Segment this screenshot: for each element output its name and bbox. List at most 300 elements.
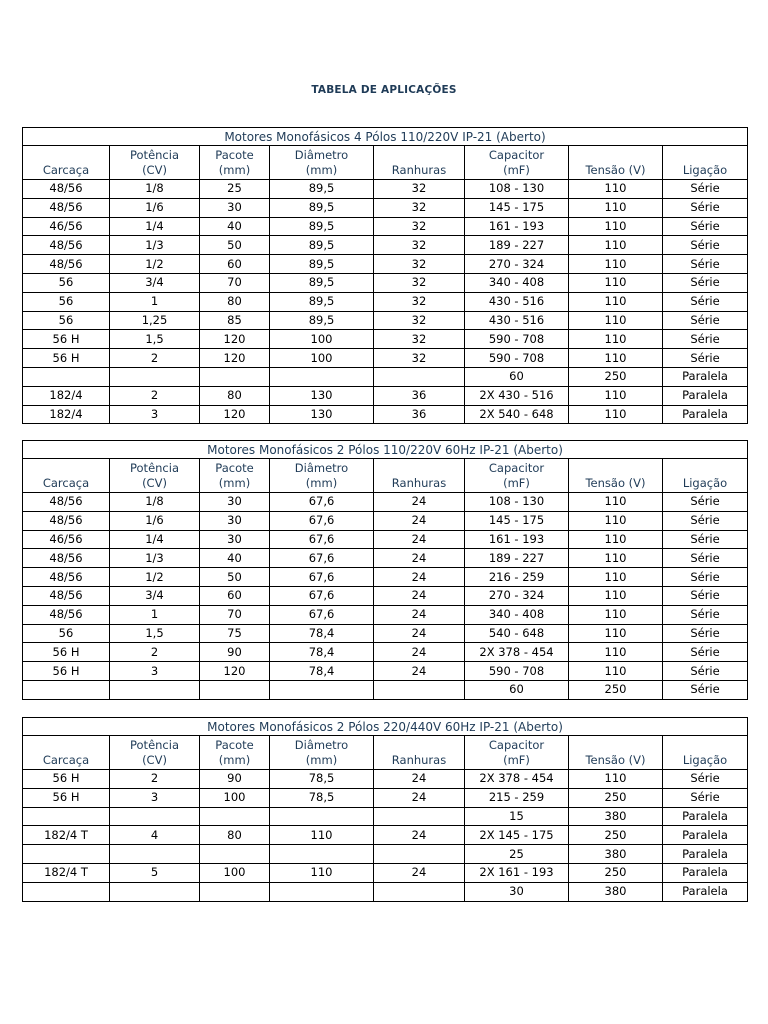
cell-potencia: 1 <box>110 292 200 311</box>
table-row <box>23 807 748 826</box>
cell-capacitor: 2X 145 - 175 <box>465 826 569 845</box>
table-caption: Motores Monofásicos 2 Pólos 110/220V 60Hz IP-21 (Aberto) <box>23 441 748 459</box>
cell-diametro: 67,6 <box>270 511 374 530</box>
cell-pacote: 40 <box>200 217 270 236</box>
cell-potencia <box>110 367 200 386</box>
column-header-potencia: Potência (CV) <box>110 736 200 770</box>
cell-capacitor: 60 <box>465 680 569 699</box>
cell-capacitor: 590 - 708 <box>465 662 569 681</box>
cell-ligacao: Paralela <box>663 826 748 845</box>
cell-tensao: 250 <box>569 680 663 699</box>
cell-diametro: 100 <box>270 330 374 349</box>
cell-diametro: 130 <box>270 386 374 405</box>
cell-capacitor: 590 - 708 <box>465 349 569 368</box>
cell-pacote <box>200 807 270 826</box>
cell-ranhuras: 32 <box>374 349 465 368</box>
cell-ligacao: Paralela <box>663 405 748 424</box>
cell-diametro: 89,5 <box>270 180 374 199</box>
cell-diametro: 89,5 <box>270 198 374 217</box>
column-header-ligacao: Ligação <box>663 736 748 770</box>
cell-tensao: 110 <box>569 255 663 274</box>
cell-capacitor: 270 - 324 <box>465 586 569 605</box>
cell-pacote: 75 <box>200 624 270 643</box>
cell-potencia <box>110 807 200 826</box>
cell-pacote: 120 <box>200 662 270 681</box>
cell-tensao: 250 <box>569 826 663 845</box>
table-row <box>23 493 748 512</box>
cell-carcaca: 48/56 <box>23 198 110 217</box>
cell-tensao: 110 <box>569 180 663 199</box>
page-title: TABELA DE APLICAÇÕES <box>311 84 457 96</box>
cell-ranhuras: 24 <box>374 586 465 605</box>
cell-pacote <box>200 367 270 386</box>
column-header-pacote: Pacote (mm) <box>200 736 270 770</box>
cell-capacitor: 2X 378 - 454 <box>465 643 569 662</box>
cell-carcaca: 182/4 <box>23 405 110 424</box>
cell-ranhuras <box>374 882 465 901</box>
cell-pacote: 30 <box>200 493 270 512</box>
cell-ligacao: Série <box>663 255 748 274</box>
cell-carcaca <box>23 680 110 699</box>
cell-pacote: 60 <box>200 586 270 605</box>
cell-ligacao: Série <box>663 605 748 624</box>
cell-potencia: 2 <box>110 770 200 789</box>
cell-tensao: 110 <box>569 624 663 643</box>
cell-pacote <box>200 845 270 864</box>
cell-tensao: 110 <box>569 662 663 681</box>
cell-tensao: 110 <box>569 568 663 587</box>
cell-ranhuras: 24 <box>374 788 465 807</box>
cell-potencia: 1/6 <box>110 198 200 217</box>
cell-tensao: 110 <box>569 549 663 568</box>
cell-pacote: 100 <box>200 788 270 807</box>
cell-tensao: 110 <box>569 405 663 424</box>
cell-potencia: 3 <box>110 662 200 681</box>
cell-capacitor: 108 - 130 <box>465 493 569 512</box>
cell-potencia: 3 <box>110 405 200 424</box>
column-header-capacitor: Capacitor (mF) <box>465 736 569 770</box>
cell-potencia: 1/4 <box>110 217 200 236</box>
cell-capacitor: 108 - 130 <box>465 180 569 199</box>
cell-ligacao: Série <box>663 788 748 807</box>
column-header-tensao: Tensão (V) <box>569 459 663 493</box>
table-row <box>23 386 748 405</box>
cell-diametro: 110 <box>270 826 374 845</box>
column-header-carcaca: Carcaça <box>23 459 110 493</box>
cell-carcaca: 46/56 <box>23 217 110 236</box>
cell-tensao: 380 <box>569 845 663 864</box>
cell-tensao: 110 <box>569 643 663 662</box>
table-row <box>23 770 748 789</box>
cell-diametro <box>270 882 374 901</box>
cell-capacitor: 145 - 175 <box>465 511 569 530</box>
cell-tensao: 110 <box>569 198 663 217</box>
cell-pacote <box>200 882 270 901</box>
cell-diametro: 89,5 <box>270 273 374 292</box>
cell-ranhuras: 24 <box>374 493 465 512</box>
cell-capacitor: 340 - 408 <box>465 273 569 292</box>
column-header-diametro: Diâmetro (mm) <box>270 459 374 493</box>
column-header-ligacao: Ligação <box>663 146 748 180</box>
cell-ranhuras: 24 <box>374 662 465 681</box>
table-row <box>23 788 748 807</box>
cell-potencia: 3/4 <box>110 586 200 605</box>
cell-carcaca: 48/56 <box>23 549 110 568</box>
column-header-tensao: Tensão (V) <box>569 736 663 770</box>
cell-capacitor: 189 - 227 <box>465 549 569 568</box>
cell-capacitor: 60 <box>465 367 569 386</box>
cell-potencia: 2 <box>110 349 200 368</box>
cell-ranhuras: 24 <box>374 568 465 587</box>
cell-pacote: 30 <box>200 530 270 549</box>
cell-tensao: 110 <box>569 273 663 292</box>
cell-potencia: 1/4 <box>110 530 200 549</box>
cell-ligacao: Série <box>663 662 748 681</box>
cell-pacote: 80 <box>200 386 270 405</box>
cell-diametro: 89,5 <box>270 255 374 274</box>
table-row <box>23 511 748 530</box>
cell-tensao: 110 <box>569 217 663 236</box>
cell-ranhuras: 32 <box>374 273 465 292</box>
cell-carcaca <box>23 807 110 826</box>
cell-capacitor: 2X 378 - 454 <box>465 770 569 789</box>
cell-tensao: 380 <box>569 882 663 901</box>
cell-pacote: 120 <box>200 330 270 349</box>
cell-ligacao: Série <box>663 549 748 568</box>
table-row <box>23 624 748 643</box>
cell-carcaca: 56 H <box>23 662 110 681</box>
cell-potencia: 3 <box>110 788 200 807</box>
cell-capacitor: 145 - 175 <box>465 198 569 217</box>
cell-capacitor: 2X 540 - 648 <box>465 405 569 424</box>
cell-diametro: 78,5 <box>270 770 374 789</box>
cell-ligacao: Série <box>663 624 748 643</box>
table-caption: Motores Monofásicos 2 Pólos 220/440V 60Hz IP-21 (Aberto) <box>23 718 748 736</box>
cell-ranhuras: 24 <box>374 549 465 568</box>
cell-potencia: 1/2 <box>110 255 200 274</box>
cell-ligacao: Série <box>663 217 748 236</box>
cell-ranhuras: 32 <box>374 217 465 236</box>
table-row <box>23 236 748 255</box>
cell-diametro: 78,4 <box>270 624 374 643</box>
cell-potencia: 2 <box>110 643 200 662</box>
cell-ligacao: Série <box>663 643 748 662</box>
cell-pacote: 100 <box>200 863 270 882</box>
table-row <box>23 292 748 311</box>
cell-pacote: 80 <box>200 826 270 845</box>
motor-table-2-polos-110-220v <box>22 440 748 700</box>
cell-capacitor: 15 <box>465 807 569 826</box>
cell-ligacao: Série <box>663 349 748 368</box>
cell-tensao: 110 <box>569 530 663 549</box>
column-header-ranhuras: Ranhuras <box>374 459 465 493</box>
table-row <box>23 349 748 368</box>
cell-ranhuras: 24 <box>374 863 465 882</box>
column-header-carcaca: Carcaça <box>23 146 110 180</box>
cell-carcaca: 56 <box>23 624 110 643</box>
cell-pacote: 40 <box>200 549 270 568</box>
table-row <box>23 863 748 882</box>
column-header-carcaca: Carcaça <box>23 736 110 770</box>
cell-potencia: 4 <box>110 826 200 845</box>
cell-diametro: 67,6 <box>270 493 374 512</box>
cell-tensao: 110 <box>569 349 663 368</box>
cell-ligacao: Série <box>663 180 748 199</box>
cell-capacitor: 189 - 227 <box>465 236 569 255</box>
table-row <box>23 882 748 901</box>
column-header-pacote: Pacote (mm) <box>200 459 270 493</box>
cell-ligacao: Série <box>663 586 748 605</box>
cell-pacote: 50 <box>200 236 270 255</box>
cell-ranhuras <box>374 680 465 699</box>
cell-capacitor: 215 - 259 <box>465 788 569 807</box>
cell-ranhuras: 32 <box>374 311 465 330</box>
cell-diametro: 130 <box>270 405 374 424</box>
table-caption: Motores Monofásicos 4 Pólos 110/220V IP-21 (Aberto) <box>23 128 748 146</box>
cell-pacote: 90 <box>200 643 270 662</box>
cell-carcaca: 56 <box>23 311 110 330</box>
cell-potencia: 1,25 <box>110 311 200 330</box>
table-row <box>23 680 748 699</box>
cell-ranhuras: 24 <box>374 511 465 530</box>
table-row <box>23 180 748 199</box>
cell-tensao: 250 <box>569 788 663 807</box>
cell-ligacao: Série <box>663 568 748 587</box>
cell-ranhuras: 32 <box>374 292 465 311</box>
cell-ligacao: Série <box>663 292 748 311</box>
cell-diametro: 67,6 <box>270 549 374 568</box>
cell-carcaca: 48/56 <box>23 605 110 624</box>
cell-pacote: 60 <box>200 255 270 274</box>
table-row <box>23 826 748 845</box>
cell-capacitor: 2X 430 - 516 <box>465 386 569 405</box>
cell-potencia: 1/3 <box>110 236 200 255</box>
table-row <box>23 330 748 349</box>
table-row <box>23 586 748 605</box>
cell-carcaca: 56 H <box>23 349 110 368</box>
cell-carcaca: 48/56 <box>23 236 110 255</box>
cell-diametro <box>270 680 374 699</box>
cell-carcaca: 46/56 <box>23 530 110 549</box>
cell-pacote: 120 <box>200 405 270 424</box>
cell-carcaca: 56 <box>23 273 110 292</box>
cell-ligacao: Série <box>663 198 748 217</box>
cell-carcaca: 48/56 <box>23 568 110 587</box>
table-row <box>23 530 748 549</box>
cell-tensao: 380 <box>569 807 663 826</box>
cell-diametro <box>270 845 374 864</box>
cell-capacitor: 430 - 516 <box>465 311 569 330</box>
cell-capacitor: 540 - 648 <box>465 624 569 643</box>
cell-ranhuras: 32 <box>374 198 465 217</box>
cell-capacitor: 340 - 408 <box>465 605 569 624</box>
cell-capacitor: 161 - 193 <box>465 530 569 549</box>
cell-ranhuras: 24 <box>374 530 465 549</box>
cell-ligacao: Série <box>663 330 748 349</box>
column-header-potencia: Potência (CV) <box>110 459 200 493</box>
cell-ligacao: Paralela <box>663 807 748 826</box>
cell-diametro: 67,6 <box>270 530 374 549</box>
cell-potencia: 3/4 <box>110 273 200 292</box>
cell-ranhuras: 24 <box>374 605 465 624</box>
cell-ranhuras <box>374 367 465 386</box>
table-row <box>23 255 748 274</box>
cell-tensao: 110 <box>569 292 663 311</box>
cell-diametro: 89,5 <box>270 292 374 311</box>
cell-capacitor: 430 - 516 <box>465 292 569 311</box>
cell-capacitor: 161 - 193 <box>465 217 569 236</box>
cell-capacitor: 590 - 708 <box>465 330 569 349</box>
cell-potencia: 1,5 <box>110 330 200 349</box>
cell-ranhuras: 24 <box>374 624 465 643</box>
cell-carcaca: 56 H <box>23 643 110 662</box>
cell-pacote: 30 <box>200 511 270 530</box>
cell-diametro <box>270 807 374 826</box>
table-row <box>23 217 748 236</box>
column-header-capacitor: Capacitor (mF) <box>465 459 569 493</box>
cell-ligacao: Paralela <box>663 386 748 405</box>
cell-ligacao: Série <box>663 273 748 292</box>
cell-carcaca <box>23 367 110 386</box>
column-header-diametro: Diâmetro (mm) <box>270 736 374 770</box>
cell-ligacao: Paralela <box>663 882 748 901</box>
table-row <box>23 198 748 217</box>
cell-tensao: 110 <box>569 386 663 405</box>
motor-table-2-polos-220-440v <box>22 717 748 902</box>
column-header-pacote: Pacote (mm) <box>200 146 270 180</box>
cell-ligacao: Série <box>663 770 748 789</box>
cell-pacote: 50 <box>200 568 270 587</box>
cell-carcaca: 48/56 <box>23 586 110 605</box>
cell-ranhuras: 32 <box>374 255 465 274</box>
cell-ranhuras: 32 <box>374 180 465 199</box>
cell-potencia: 1/3 <box>110 549 200 568</box>
cell-pacote: 30 <box>200 198 270 217</box>
column-header-tensao: Tensão (V) <box>569 146 663 180</box>
cell-pacote <box>200 680 270 699</box>
column-header-ranhuras: Ranhuras <box>374 146 465 180</box>
cell-diametro: 67,6 <box>270 568 374 587</box>
cell-diametro: 100 <box>270 349 374 368</box>
cell-pacote: 70 <box>200 273 270 292</box>
cell-diametro: 110 <box>270 863 374 882</box>
cell-diametro: 78,4 <box>270 643 374 662</box>
cell-ligacao: Paralela <box>663 863 748 882</box>
table-row <box>23 549 748 568</box>
cell-potencia: 1/8 <box>110 180 200 199</box>
cell-ligacao: Paralela <box>663 845 748 864</box>
cell-carcaca: 56 H <box>23 330 110 349</box>
cell-carcaca: 56 H <box>23 788 110 807</box>
cell-ranhuras: 36 <box>374 405 465 424</box>
cell-diametro: 89,5 <box>270 311 374 330</box>
cell-carcaca: 182/4 <box>23 386 110 405</box>
cell-ligacao: Série <box>663 311 748 330</box>
table-row <box>23 568 748 587</box>
cell-tensao: 110 <box>569 236 663 255</box>
cell-ligacao: Paralela <box>663 367 748 386</box>
cell-potencia: 1/6 <box>110 511 200 530</box>
table-row <box>23 643 748 662</box>
motor-table-4-polos-110-220v <box>22 127 748 424</box>
cell-carcaca: 56 H <box>23 770 110 789</box>
cell-ranhuras: 24 <box>374 770 465 789</box>
table-row <box>23 662 748 681</box>
cell-ranhuras: 36 <box>374 386 465 405</box>
cell-potencia: 1 <box>110 605 200 624</box>
cell-pacote: 85 <box>200 311 270 330</box>
cell-capacitor: 270 - 324 <box>465 255 569 274</box>
cell-potencia: 1/2 <box>110 568 200 587</box>
column-header-ranhuras: Ranhuras <box>374 736 465 770</box>
column-header-ligacao: Ligação <box>663 459 748 493</box>
cell-pacote: 90 <box>200 770 270 789</box>
cell-carcaca: 48/56 <box>23 511 110 530</box>
cell-ligacao: Série <box>663 511 748 530</box>
cell-pacote: 70 <box>200 605 270 624</box>
column-header-potencia: Potência (CV) <box>110 146 200 180</box>
cell-pacote: 25 <box>200 180 270 199</box>
cell-capacitor: 25 <box>465 845 569 864</box>
cell-carcaca: 56 <box>23 292 110 311</box>
cell-ranhuras: 24 <box>374 826 465 845</box>
table-row <box>23 405 748 424</box>
cell-carcaca: 48/56 <box>23 493 110 512</box>
cell-diametro <box>270 367 374 386</box>
cell-diametro: 67,6 <box>270 586 374 605</box>
table-row <box>23 605 748 624</box>
cell-pacote: 120 <box>200 349 270 368</box>
column-header-diametro: Diâmetro (mm) <box>270 146 374 180</box>
cell-ranhuras: 32 <box>374 330 465 349</box>
cell-diametro: 67,6 <box>270 605 374 624</box>
table-row <box>23 273 748 292</box>
cell-carcaca <box>23 882 110 901</box>
cell-tensao: 110 <box>569 605 663 624</box>
cell-ranhuras <box>374 807 465 826</box>
cell-ligacao: Série <box>663 530 748 549</box>
table-row <box>23 311 748 330</box>
cell-tensao: 110 <box>569 311 663 330</box>
cell-tensao: 110 <box>569 493 663 512</box>
cell-carcaca: 48/56 <box>23 180 110 199</box>
cell-diametro: 78,4 <box>270 662 374 681</box>
cell-potencia: 1/8 <box>110 493 200 512</box>
cell-potencia <box>110 882 200 901</box>
cell-carcaca: 182/4 T <box>23 826 110 845</box>
cell-tensao: 110 <box>569 586 663 605</box>
cell-carcaca <box>23 845 110 864</box>
cell-tensao: 250 <box>569 367 663 386</box>
cell-carcaca: 48/56 <box>23 255 110 274</box>
cell-potencia: 1,5 <box>110 624 200 643</box>
cell-ligacao: Série <box>663 236 748 255</box>
cell-pacote: 80 <box>200 292 270 311</box>
cell-tensao: 110 <box>569 330 663 349</box>
cell-ligacao: Série <box>663 493 748 512</box>
cell-ranhuras <box>374 845 465 864</box>
cell-potencia: 5 <box>110 863 200 882</box>
cell-tensao: 250 <box>569 863 663 882</box>
cell-ranhuras: 32 <box>374 236 465 255</box>
cell-capacitor: 216 - 259 <box>465 568 569 587</box>
column-header-capacitor: Capacitor (mF) <box>465 146 569 180</box>
cell-potencia: 2 <box>110 386 200 405</box>
cell-tensao: 110 <box>569 770 663 789</box>
cell-ranhuras: 24 <box>374 643 465 662</box>
cell-potencia <box>110 680 200 699</box>
cell-capacitor: 30 <box>465 882 569 901</box>
